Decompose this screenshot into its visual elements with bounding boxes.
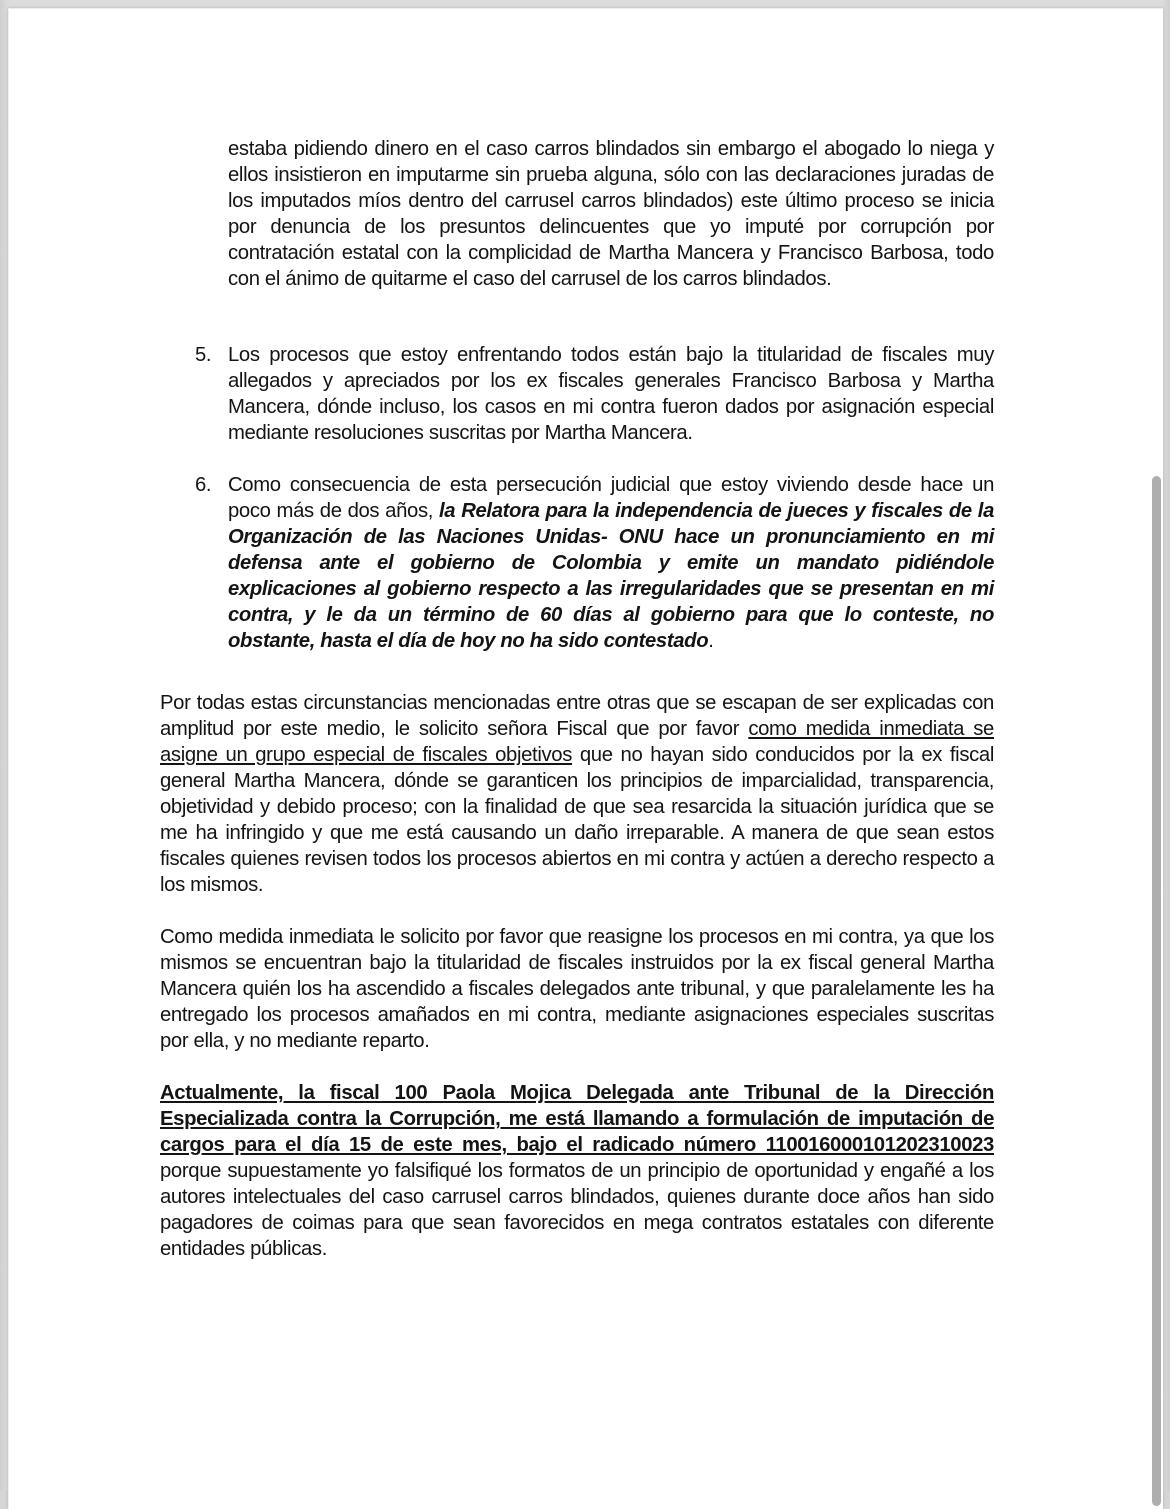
list-item-5 — [195, 342, 994, 446]
vertical-scrollbar[interactable] — [1152, 0, 1162, 1491]
current-case-bold-underlined: Actualmente, la fiscal 100 Paola Mojica Delegada ante Tribunal de la Dirección Especializada contra la Corrupción, me está llamando a formulación de imputación de cargos para el día 15 de este mes, bajo el radicado número 110016000101202310023 — [160, 1082, 994, 1156]
request-underlined-text: como medida inmediata se asigne un grupo especial de fiscales objetivos — [160, 718, 994, 766]
request-text-before: Por todas estas circunstancias mencionadas entre otras que se escapan de ser explicadas con amplitud por este medio, le solicito señora Fiscal que por favor — [160, 692, 994, 740]
list-item-text — [228, 472, 994, 654]
list-item-6 — [195, 472, 995, 654]
list-item-end: . — [708, 630, 714, 652]
current-case-text-after: porque supuestamente yo falsifiqué los formatos de un principio de oportunidad y engañé a los autores intelectuales del caso carrusel carros blindados, quienes durante doce años han sido pagadores de coimas para que sean favorecidos en mega contratos estatales con diferente entidades públicas. — [160, 1160, 994, 1260]
reassign-paragraph: Como medida inmediata le solicito por favor que reasigne los procesos en mi contra, ya que los mismos se encuentran bajo la titularidad de fiscales instruidos por la ex fiscal general Martha Mancera quién los ha ascendido a fiscales delegados ante tribunal, y que paralelamente les ha entregado los procesos amañados en mi contra, mediante asignaciones especiales suscritas por ella, y no mediante reparto. — [160, 926, 994, 1052]
current-case-paragraph — [160, 1080, 994, 1262]
continued-paragraph: estaba pidiendo dinero en el caso carros blindados sin embargo el abogado lo niega y ellos insistieron en imputarme sin prueba alguna, sólo con las declaraciones juradas de los imputados míos dentro del carrusel carros blindados) este último proceso se inicia por denuncia de los presuntos delincuentes que yo imputé por corrupción por contratación estatal con la complicidad de Martha Mancera y Francisco Barbosa, todo con el ánimo de quitarme el caso del carrusel de los carros blindados. — [228, 138, 994, 290]
list-number: 5. — [195, 344, 212, 366]
document-body — [160, 136, 994, 1262]
list-item-plain-text: Como consecuencia de esta persecución judicial que estoy viviendo desde hace un poco más de dos años, — [228, 474, 994, 522]
scrollbar-thumb[interactable] — [1152, 476, 1161, 1506]
request-text-after: que no hayan sido conducidos por la ex fiscal general Martha Mancera, dónde se garanticen los principios de imparcialidad, transparencia, objetividad y debido proceso; con la finalidad de que sea resarcida la situación jurídica que se me ha infringido y que me está causando un daño irreparable. A manera de que sean estos fiscales quienes revisen todos los procesos abiertos en mi contra y actúen a derecho respecto a los mismos. — [160, 744, 995, 896]
request-paragraph — [160, 690, 994, 898]
list-number: 6. — [195, 474, 212, 496]
list-item-emphasis-text: la Relatora para la independencia de jueces y fiscales de la Organización de las Naciones Unidas- ONU hace un pronunciamiento en mi defensa ante el gobierno de Colombia y emite un mandato pidiéndole explicaciones al gobierno respecto a las irregularidades que se presentan en mi contra, y le da un término de 60 días al gobierno para que lo conteste, no obstante, hasta el día de hoy no ha sido contestado — [228, 500, 995, 652]
list-item-text: Los procesos que estoy enfrentando todos están bajo la titularidad de fiscales muy allegados y apreciados por los ex fiscales generales Francisco Barbosa y Martha Mancera, dónde incluso, los casos en mi contra fueron dados por asignación especial mediante resoluciones suscritas por Martha Mancera. — [228, 344, 994, 444]
